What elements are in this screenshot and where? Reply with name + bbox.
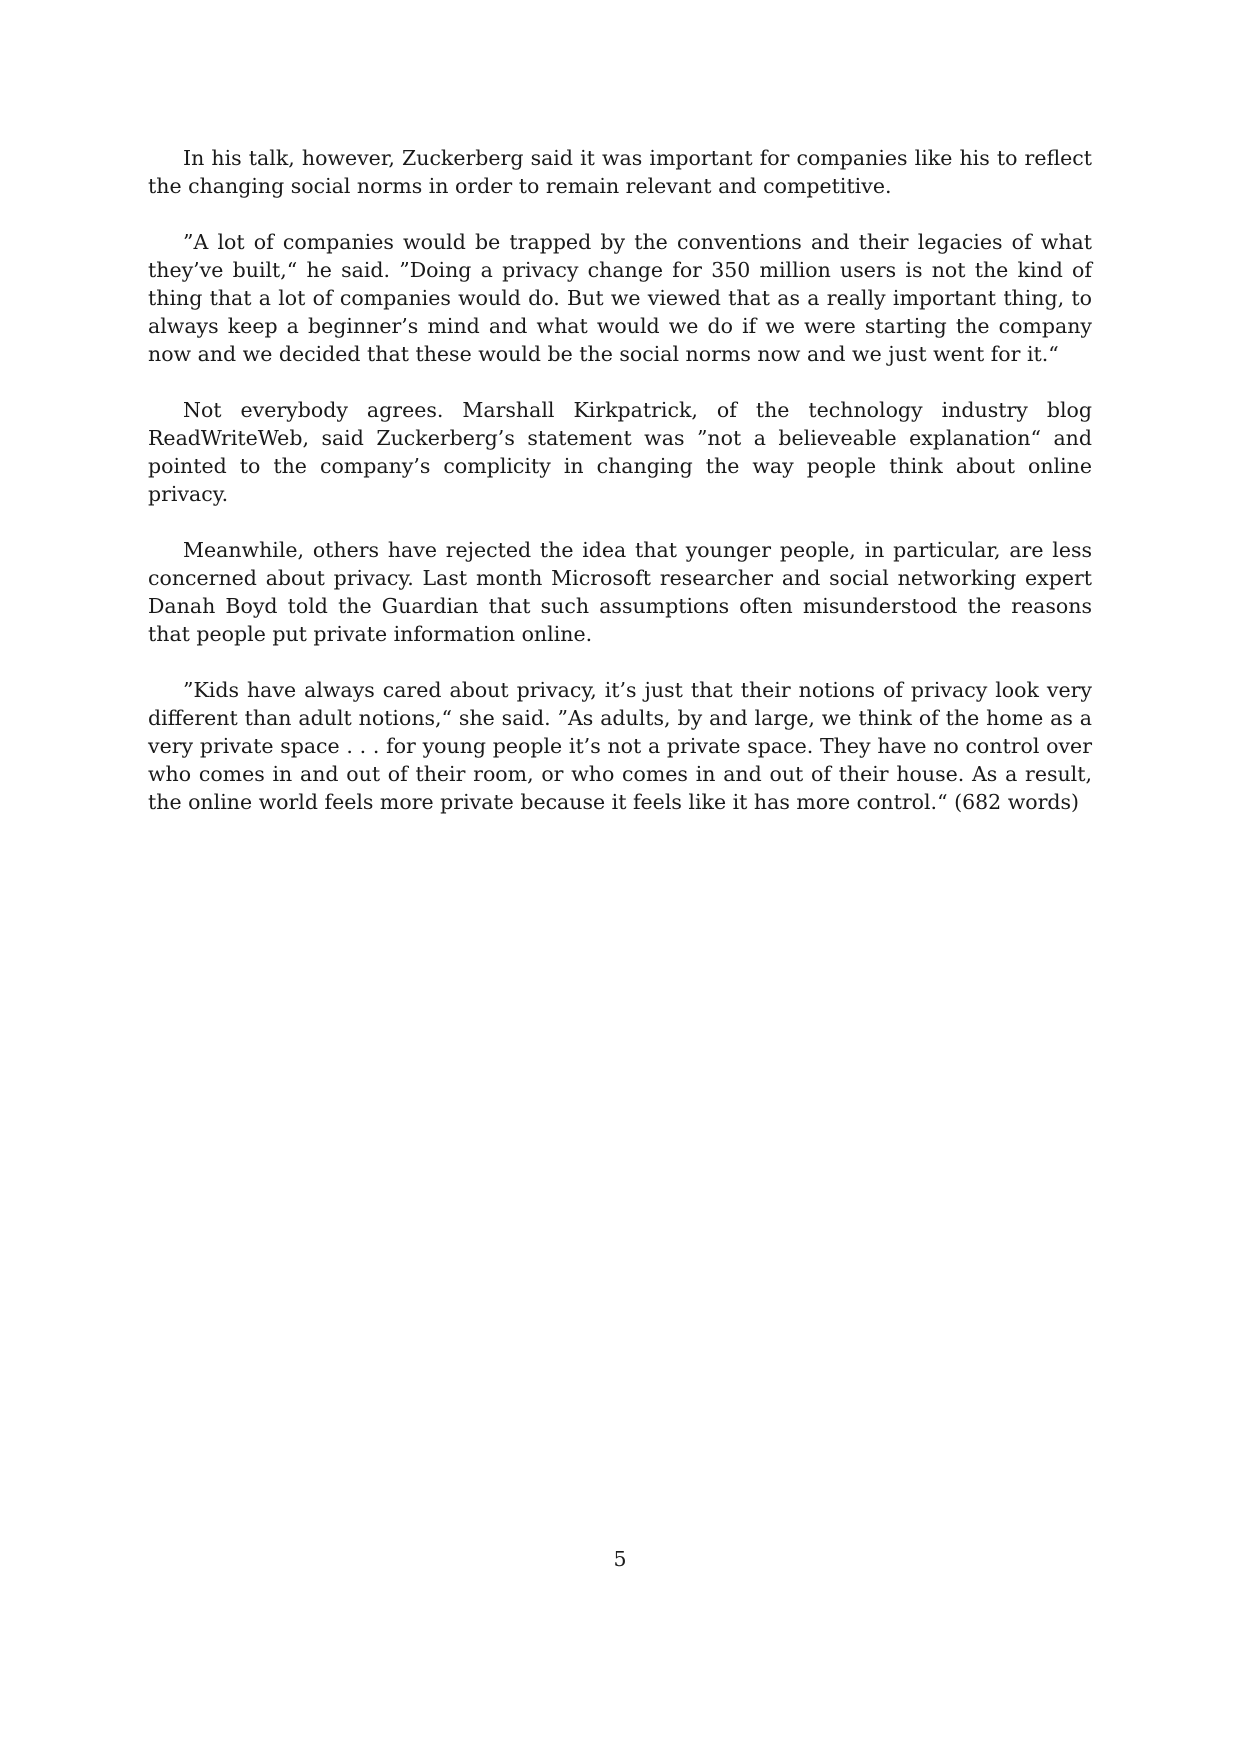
page-number: 5 — [613, 1547, 627, 1571]
paragraph: Not everybody agrees. Marshall Kirkpatrick, of the technology industry blog ReadWriteWeb, said Zuckerberg’s statement was ”not a believeable explanation“ and pointed to the company’s complicity in changing the way people think about online privacy. — [148, 398, 1092, 506]
paragraph: In his talk, however, Zuckerberg said it was important for companies like his to reflect the changing social norms in order to remain relevant and competitive. — [148, 146, 1092, 198]
body-text — [148, 144, 1092, 844]
paragraph: ”A lot of companies would be trapped by the conventions and their legacies of what they’ve built,“ he said. ”Doing a privacy change for 350 million users is not the kind of thing that a lot of companies would do. But we viewed that as a really important thing, to always keep a beginner’s mind and what would we do if we were starting the company now and we decided that these would be the social norms now and we just went for it.“ — [148, 230, 1092, 366]
paragraph: ”Kids have always cared about privacy, it’s just that their notions of privacy look very different than adult notions,“ she said. ”As adults, by and large, we think of the home as a very private space . . . for young people it’s not a private space. They have no control over who comes in and out of their room, or who comes in and out of their house. As a result, the online world feels more private because it feels like it has more control.“ (682 words) — [148, 678, 1092, 814]
paragraph: Meanwhile, others have rejected the idea that younger people, in particular, are less concerned about privacy. Last month Microsoft researcher and social networking expert Danah Boyd told the Guardian that such assumptions often misunderstood the reasons that people put private information online. — [148, 538, 1092, 646]
